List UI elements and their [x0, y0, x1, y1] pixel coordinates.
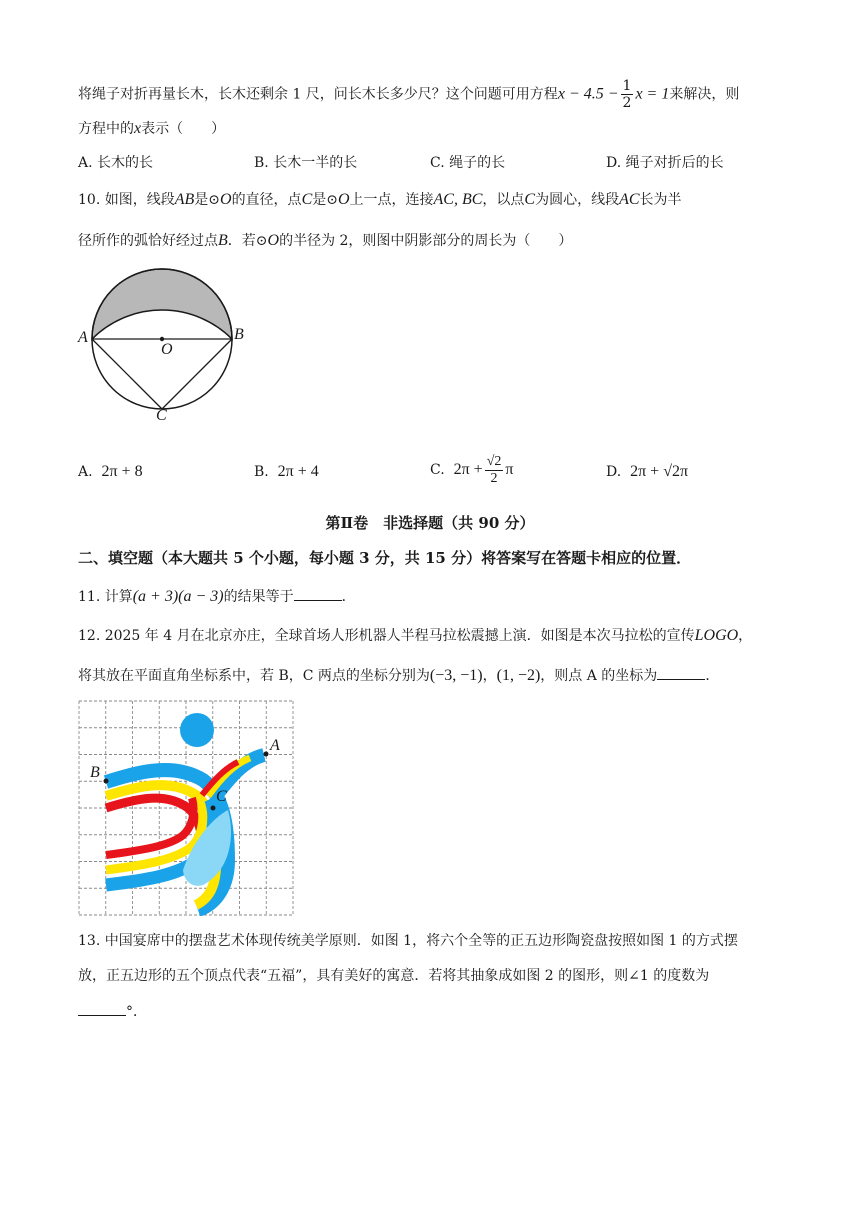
- q10-text: 的直径，点: [231, 192, 302, 208]
- option-text: 2π + √2π: [630, 463, 689, 480]
- q10-text: 上一点，连接: [349, 192, 434, 208]
- q10-option-d[interactable]: [606, 462, 688, 482]
- q11-text: 的结果等于: [223, 589, 294, 605]
- answer-blank[interactable]: [78, 1001, 126, 1016]
- q10-option-a[interactable]: [78, 462, 143, 482]
- q13-line-1: 13. 中国宴席中的摆盘艺术体现传统美学原则．如图 1，将六个全等的正五边形陶瓷盘按照如图 1 的方式摆: [78, 933, 738, 949]
- q9-line-2: [78, 119, 225, 139]
- shaded-region: [92, 269, 232, 339]
- label-c: C: [156, 407, 167, 424]
- option-text: 绳子对折后的长: [625, 155, 724, 171]
- q12-text: 12. 2025 年 4 月在北京亦庄，全球首场人形机器人半程马拉松震撼上演．如图是本次马拉松的宣传: [78, 628, 695, 644]
- option-text: 2π + 8: [101, 463, 143, 480]
- option-letter: A.: [78, 464, 93, 480]
- q13-text: °．: [126, 1004, 147, 1020]
- q12-text: 将其放在平面直角坐标系中，若 B，C 两点的坐标分别为: [78, 668, 430, 684]
- q9-text-end: 来解决，则: [669, 86, 740, 103]
- q9-option-d[interactable]: [606, 153, 724, 173]
- q10-text: 是⊙: [194, 192, 220, 208]
- q13-line-2: 放，正五边形的五个顶点代表“五福”，具有美好的寓意．若将其抽象成如图 2 的图形，则∠1 的度数为: [78, 968, 710, 984]
- option-letter: A.: [78, 155, 93, 171]
- q10-text: 长为半: [639, 192, 682, 208]
- part-heading: 二、填空题（本大题共 5 个小题，每小题 3 分，共 15 分）将答案写在答题卡相应的位置．: [78, 549, 692, 567]
- q9-fraction: [621, 78, 634, 111]
- label-b: B: [90, 764, 100, 781]
- q12-logo-grid-figure: [78, 700, 294, 916]
- q12-line-2: [78, 665, 719, 686]
- answer-blank[interactable]: [294, 586, 342, 601]
- q11-line: [78, 586, 356, 607]
- q10-text: 是⊙: [312, 192, 338, 208]
- q10-text: 的半径为 2，则图中阴影部分的周长为（ ）: [279, 233, 573, 249]
- option-letter: D.: [606, 155, 622, 171]
- label-o: O: [161, 341, 173, 358]
- q9-text: 表示（ ）: [141, 121, 226, 137]
- point-a: [264, 752, 269, 757]
- q9-option-a[interactable]: [78, 153, 153, 173]
- label-c: C: [216, 788, 227, 805]
- option-letter: B.: [254, 464, 269, 480]
- coordinate-c: (1, −2): [496, 667, 541, 684]
- fraction-denominator: 2: [622, 95, 632, 111]
- label-a: A: [78, 329, 88, 346]
- option-text: π: [505, 461, 514, 478]
- q12-logo-word: LOGO: [694, 627, 739, 644]
- point-c: [211, 806, 216, 811]
- q10-line-1: [78, 190, 682, 210]
- option-text: 长木一半的长: [273, 155, 358, 171]
- segment-ac: [92, 339, 162, 409]
- fraction-numerator: √2: [486, 453, 502, 469]
- option-letter: D.: [606, 464, 622, 480]
- option-letter: C.: [430, 462, 445, 478]
- q9-option-c[interactable]: [430, 153, 505, 173]
- math-O: O: [337, 191, 350, 208]
- coordinate-b: (−3, −1): [429, 667, 483, 684]
- q10-text: ，以点: [482, 192, 525, 208]
- option-letter: B.: [254, 155, 269, 171]
- math-O: O: [267, 232, 280, 249]
- q10-text: 径所作的弧恰好经过点: [78, 233, 218, 249]
- q13-line-3: [78, 1001, 147, 1022]
- q11-text: ．: [341, 589, 356, 605]
- q9-line-1: [78, 78, 739, 111]
- logo-head: [180, 713, 214, 747]
- math-C: C: [524, 191, 536, 208]
- q10-line-2: [78, 231, 572, 251]
- q9-variable: x: [134, 120, 142, 137]
- label-b: B: [234, 326, 244, 343]
- q10-option-c[interactable]: [430, 450, 513, 490]
- math-O: O: [220, 191, 232, 208]
- label-a: A: [270, 737, 280, 754]
- q10-option-b[interactable]: [254, 462, 319, 482]
- option-text: 2π + 4: [277, 463, 319, 480]
- q9-option-b[interactable]: [254, 153, 357, 173]
- option-text: 长木的长: [97, 155, 154, 171]
- math-B: B: [218, 232, 228, 249]
- fraction-numerator: 1: [622, 78, 632, 94]
- fraction-denominator: 2: [490, 470, 498, 486]
- q12-line-1: [78, 626, 752, 646]
- math-AC-BC: AC, BC: [433, 191, 483, 208]
- q11-text: 11. 计算: [78, 589, 133, 605]
- section-title: 第Ⅱ卷 非选择题（共 90 分）: [325, 514, 535, 532]
- q10-text: 为圆心，线段: [535, 192, 620, 208]
- q9-equation-part-a: x − 4.5 −: [557, 85, 619, 103]
- option-fraction: [485, 454, 504, 487]
- q10-text: ．若⊙: [227, 233, 268, 249]
- q11-expression: (a + 3)(a − 3): [132, 588, 224, 605]
- q12-text: ，: [738, 628, 753, 644]
- q12-text: ，则点 A 的坐标为: [540, 668, 658, 684]
- point-b: [104, 779, 109, 784]
- answer-blank[interactable]: [657, 665, 705, 680]
- q9-text: 方程中的: [78, 121, 134, 137]
- option-text: 2π +: [453, 461, 483, 478]
- q12-text: ，: [482, 668, 497, 684]
- q9-equation-part-b: x = 1: [635, 85, 670, 103]
- option-text: 绳子的长: [449, 155, 506, 171]
- option-letter: C.: [430, 155, 445, 171]
- math-AC: AC: [619, 191, 640, 208]
- math-C: C: [301, 191, 313, 208]
- q10-text: 10. 如图，线段: [78, 192, 175, 208]
- q9-text: 将绳子对折再量长木，长木还剩余 1 尺，问长木长多少尺？这个问题可用方程: [78, 86, 558, 103]
- math-AB: AB: [174, 191, 195, 208]
- q12-text: ．: [705, 668, 720, 684]
